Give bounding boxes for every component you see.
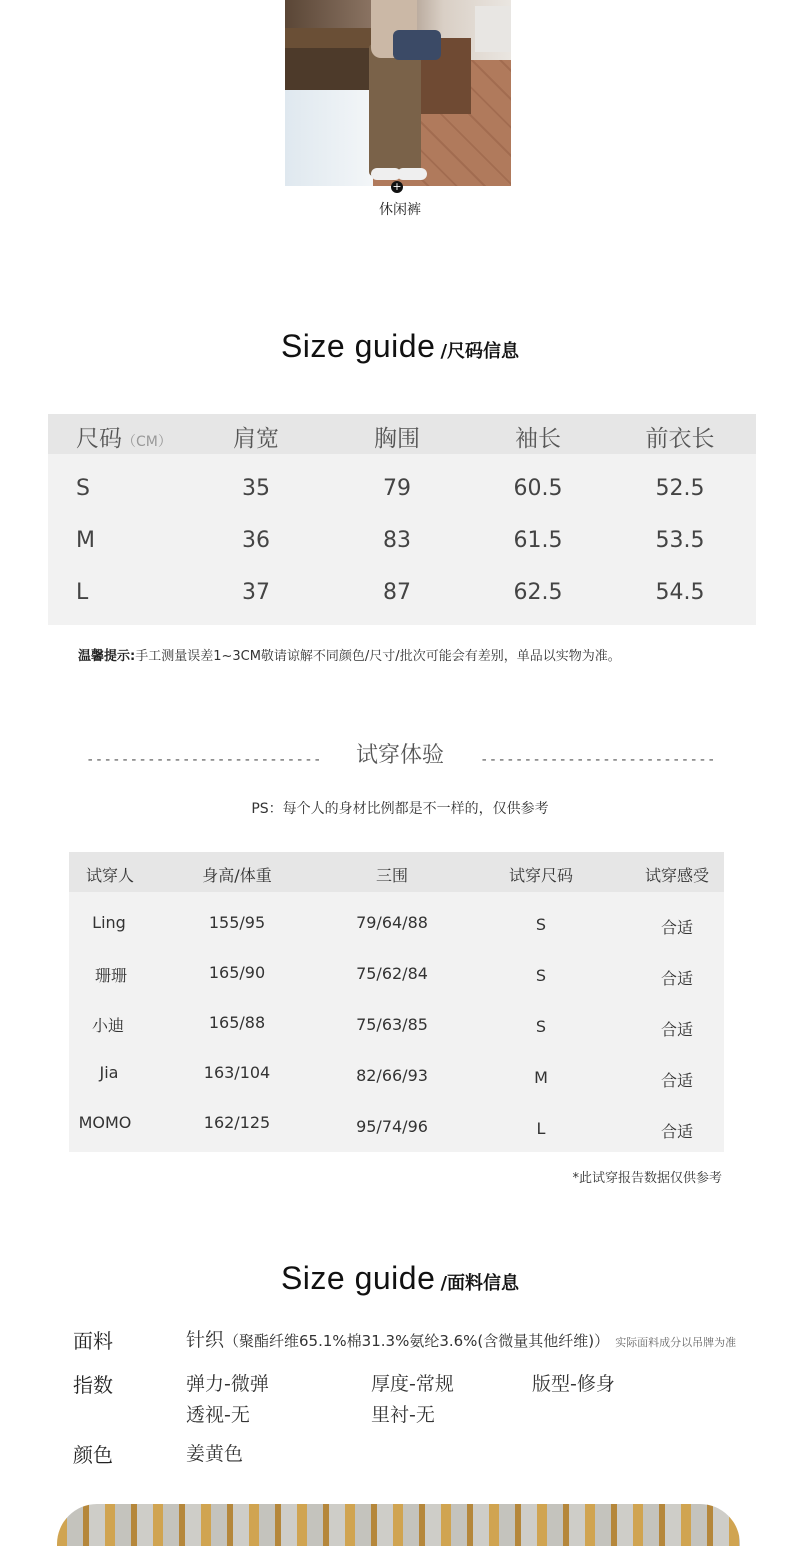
size-row-label: M bbox=[76, 528, 95, 553]
tip-text: 手工测量误差1~3CM敬请谅解不同颜色/尺寸/批次可能会有差别，单品以实物为准。 bbox=[135, 649, 621, 664]
fit-value: 版型-修身 bbox=[532, 1373, 615, 1395]
table-cell: 37 bbox=[242, 580, 270, 605]
table-cell: 合适 bbox=[660, 969, 693, 988]
product-photo bbox=[285, 0, 511, 186]
header-size bbox=[76, 420, 216, 453]
plus-icon[interactable]: + bbox=[392, 180, 402, 193]
tester-name: Ling bbox=[92, 913, 126, 932]
material-detail: （聚酯纤维65.1%棉31.3%氨纶3.6%(含微量其他纤维)） bbox=[224, 1332, 610, 1350]
size-table-header bbox=[48, 414, 756, 454]
header-feeling: 试穿感受 bbox=[644, 866, 709, 885]
table-cell: 165/88 bbox=[208, 1013, 266, 1032]
table-cell: 62.5 bbox=[513, 580, 563, 605]
size-guide-title: Size guide bbox=[280, 328, 436, 364]
table-cell: 79/64/88 bbox=[356, 913, 428, 932]
divider-right: --------------------------- bbox=[480, 752, 716, 768]
table-cell: S bbox=[535, 915, 547, 934]
table-cell: 79 bbox=[383, 476, 411, 501]
color-label: 颜色 bbox=[73, 1443, 113, 1467]
table-cell: 165/90 bbox=[208, 963, 266, 982]
table-cell: 82/66/93 bbox=[356, 1066, 428, 1085]
table-cell: 53.5 bbox=[655, 528, 705, 553]
tester-name: 小迪 bbox=[91, 1016, 124, 1035]
fabric-subtitle: /面料信息 bbox=[440, 1273, 520, 1294]
size-guide-subtitle: /尺码信息 bbox=[440, 341, 520, 362]
table-cell: 61.5 bbox=[513, 528, 563, 553]
size-row-label: L bbox=[76, 580, 89, 605]
table-cell: S bbox=[535, 966, 547, 985]
header-sleeve: 袖长 bbox=[515, 426, 561, 452]
size-table bbox=[48, 414, 756, 625]
tryon-table bbox=[69, 852, 724, 1152]
material-main: 针织 bbox=[186, 1329, 225, 1351]
header-unit: （CM） bbox=[122, 434, 172, 450]
header-height-weight: 身高/体重 bbox=[202, 866, 272, 885]
measurement-tip bbox=[78, 645, 621, 664]
table-cell: 162/125 bbox=[203, 1113, 271, 1132]
table-cell: 35 bbox=[242, 476, 270, 501]
header-size-label: 尺码 bbox=[76, 426, 122, 452]
material-value bbox=[186, 1325, 736, 1352]
table-cell: 合适 bbox=[660, 1071, 693, 1090]
table-cell: 52.5 bbox=[655, 476, 705, 501]
fabric-title: Size guide bbox=[280, 1260, 436, 1296]
material-label: 面料 bbox=[73, 1329, 113, 1353]
header-shoulder: 肩宽 bbox=[233, 426, 279, 452]
divider-left: --------------------------- bbox=[86, 752, 322, 768]
header-chest: 胸围 bbox=[374, 426, 420, 452]
table-cell: M bbox=[534, 1068, 548, 1087]
thickness-value: 厚度-常规 bbox=[371, 1373, 454, 1395]
tester-name: Jia bbox=[99, 1063, 119, 1082]
table-cell: 155/95 bbox=[208, 913, 266, 932]
table-cell: 163/104 bbox=[203, 1063, 271, 1082]
table-cell: 75/62/84 bbox=[356, 964, 428, 983]
tip-label: 温馨提示: bbox=[78, 649, 136, 664]
table-cell: 合适 bbox=[660, 1020, 693, 1039]
table-cell: 83 bbox=[383, 528, 411, 553]
table-cell: 87 bbox=[383, 580, 411, 605]
photo-caption: 休闲裤 bbox=[379, 202, 421, 218]
index-label: 指数 bbox=[73, 1373, 113, 1397]
tester-name: 珊珊 bbox=[94, 966, 127, 985]
table-cell: 95/74/96 bbox=[356, 1117, 428, 1136]
table-cell: S bbox=[535, 1017, 547, 1036]
header-length: 前衣长 bbox=[645, 426, 715, 452]
tester-name: MOMO bbox=[78, 1113, 132, 1132]
header-tried-size: 试穿尺码 bbox=[508, 866, 573, 885]
elasticity-value: 弹力-微弹 bbox=[186, 1373, 269, 1395]
size-row-label: S bbox=[76, 476, 90, 501]
size-guide-heading bbox=[0, 328, 800, 365]
tryon-ps: PS：每个人的身材比例都是不一样的，仅供参考 bbox=[251, 801, 549, 817]
table-cell: 合适 bbox=[660, 918, 693, 937]
transparency-value: 透视-无 bbox=[186, 1404, 250, 1426]
table-cell: L bbox=[536, 1119, 546, 1138]
tryon-note: *此试穿报告数据仅供参考 bbox=[572, 1171, 722, 1186]
lining-value: 里衬-无 bbox=[371, 1404, 435, 1426]
table-cell: 54.5 bbox=[655, 580, 705, 605]
fabric-heading bbox=[0, 1260, 800, 1297]
tryon-title: 试穿体验 bbox=[355, 743, 444, 768]
tryon-table-header bbox=[69, 852, 724, 892]
material-note: 实际面料成分以吊牌为准 bbox=[615, 1336, 737, 1349]
header-measurements: 三围 bbox=[375, 866, 408, 885]
table-cell: 合适 bbox=[660, 1122, 693, 1141]
header-tester: 试穿人 bbox=[85, 866, 134, 885]
table-cell: 36 bbox=[242, 528, 270, 553]
table-cell: 60.5 bbox=[513, 476, 563, 501]
fabric-swatch-image bbox=[57, 1504, 740, 1546]
color-value: 姜黄色 bbox=[186, 1443, 244, 1465]
table-cell: 75/63/85 bbox=[356, 1015, 428, 1034]
